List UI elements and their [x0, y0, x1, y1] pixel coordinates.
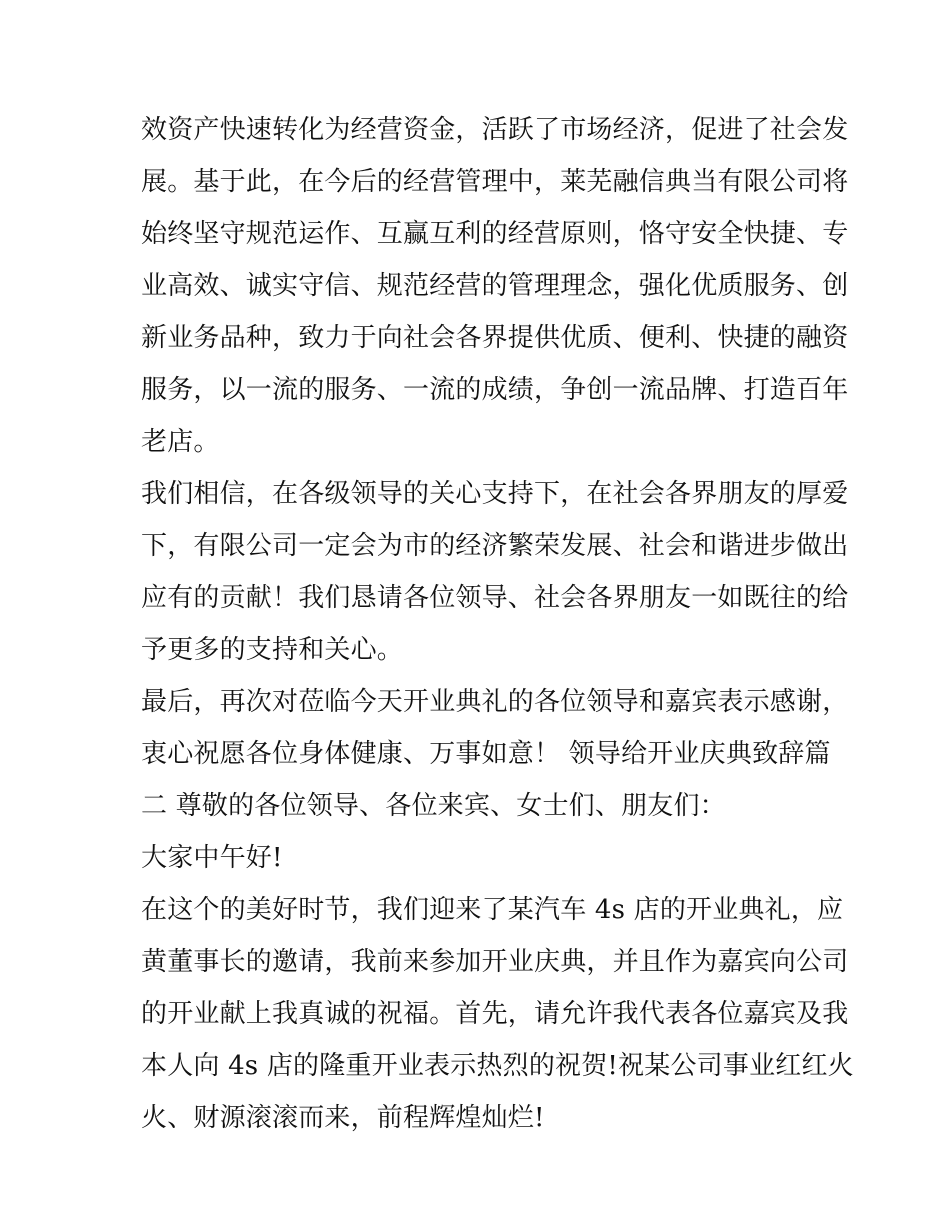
text-line: 予更多的支持和关心。: [141, 635, 404, 665]
text-line: 下，有限公司一定会为市的经济繁荣发展、社会和谐进步做出: [141, 531, 849, 561]
text-line: 应有的贡献！我们恳请各位领导、社会各界朋友一如既往的给: [141, 583, 849, 613]
text-line: 新业务品种，致力于向社会各界提供优质、便利、快捷的融资: [141, 323, 849, 353]
text-line: 大家中午好!: [141, 843, 283, 873]
text-line: 黄董事长的邀请，我前来参加开业庆典，并且作为嘉宾向公司: [141, 947, 849, 977]
text-line: 展。基于此，在今后的经营管理中，莱芜融信典当有限公司将: [141, 167, 849, 197]
text-line: 本人向 4s 店的隆重开业表示热烈的祝贺!祝某公司事业红红火: [141, 1051, 854, 1081]
document-body: [141, 104, 854, 1144]
text-line: 在这个的美好时节，我们迎来了某汽车 4s 店的开业典礼，应: [141, 895, 844, 925]
text-line: 衷心祝愿各位身体健康、万事如意！ 领导给开业庆典致辞篇: [141, 739, 831, 769]
text-line: 服务，以一流的服务、一流的成绩，争创一流品牌、打造百年: [141, 375, 849, 405]
text-line: 最后，再次对莅临今天开业典礼的各位领导和嘉宾表示感谢，: [141, 687, 849, 717]
text-line: 火、财源滚滚而来，前程辉煌灿烂!: [141, 1103, 545, 1133]
text-line: 我们相信，在各级领导的关心支持下，在社会各界朋友的厚爱: [141, 479, 849, 509]
text-line: 业高效、诚实守信、规范经营的管理理念，强化优质服务、创: [141, 271, 849, 301]
text-line: 二 尊敬的各位领导、各位来宾、女士们、朋友们：: [141, 791, 726, 821]
text-line: 效资产快速转化为经营资金，活跃了市场经济，促进了社会发: [141, 115, 849, 145]
text-line: 始终坚守规范运作、互赢互利的经营原则，恪守安全快捷、专: [141, 219, 849, 249]
text-line: 老店。: [141, 427, 220, 457]
text-line: 的开业献上我真诚的祝福。首先，请允许我代表各位嘉宾及我: [141, 999, 849, 1029]
